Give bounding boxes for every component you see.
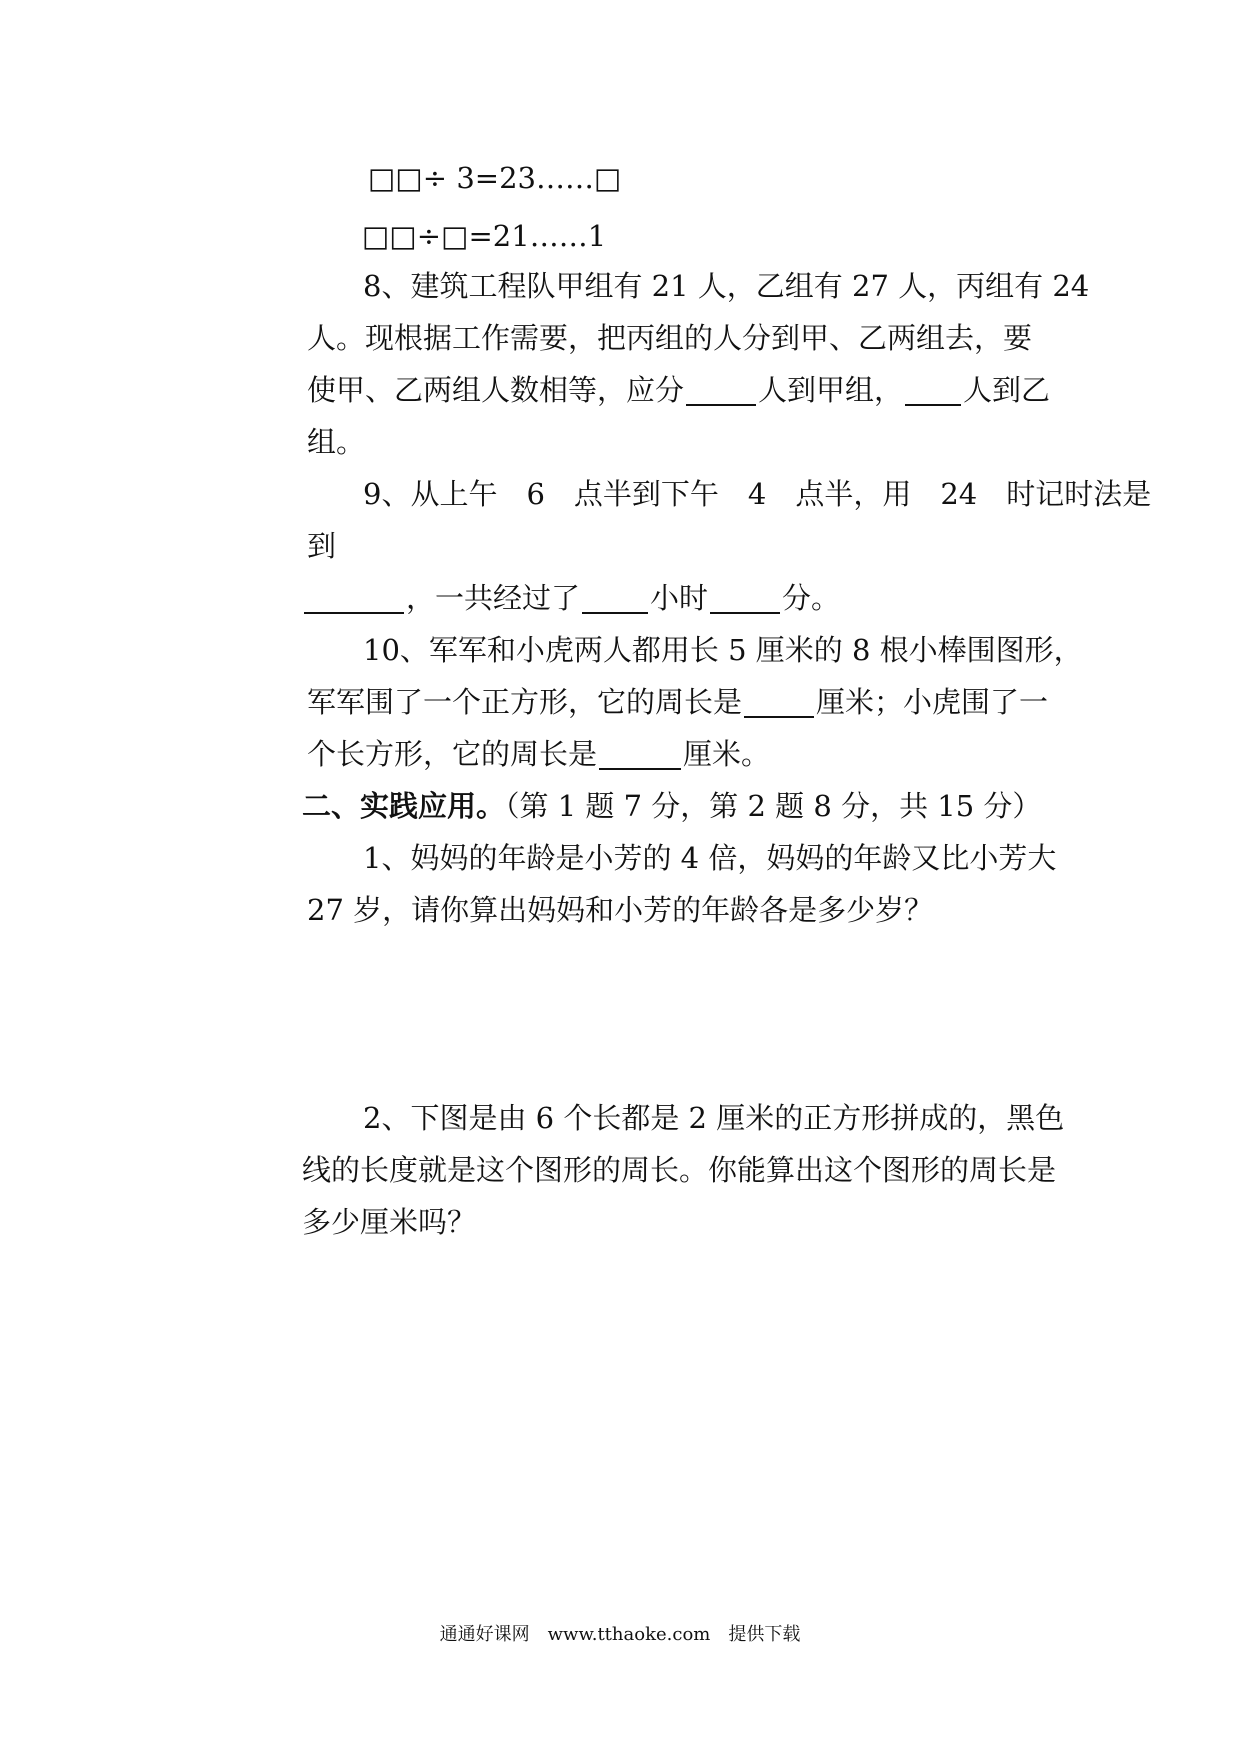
question-9-text-c: 分。 <box>782 581 841 615</box>
question-10-line-3 <box>307 734 770 774</box>
answer-blank-q8-group-a[interactable] <box>686 374 756 406</box>
section-2-q1-line-2: 27 岁，请你算出妈妈和小芳的年龄各是多少岁？ <box>307 893 934 927</box>
section-2-heading-line <box>302 786 1041 826</box>
equation-1: □□÷ 3=23……□ <box>368 161 622 195</box>
question-10-text-a: 军军围了一个正方形，它的周长是 <box>307 685 743 719</box>
section-2-q2-line-3: 多少厘米吗？ <box>302 1205 477 1239</box>
answer-blank-q8-group-b[interactable] <box>905 374 961 406</box>
answer-blank-q10-square[interactable] <box>744 686 814 718</box>
question-9-line-3 <box>302 578 840 618</box>
question-9-text-a: ，一共经过了 <box>406 581 581 615</box>
question-8-line-4: 组。 <box>307 425 366 459</box>
question-8-line-2: 人。现根据工作需要，把丙组的人分到甲、乙两组去，要 <box>307 321 1033 355</box>
question-10-text-d: 厘米。 <box>683 737 771 771</box>
section-2-q1-line-1: 1、妈妈的年龄是小芳的 4 倍，妈妈的年龄又比小芳大 <box>363 841 1057 875</box>
answer-blank-q9-time[interactable] <box>304 582 404 614</box>
question-9-line-1: 9、从上午 6 点半到下午 4 点半，用 24 时记时法是 <box>363 477 1152 511</box>
question-8-text-c: 人到乙 <box>963 373 1051 407</box>
question-8-text-b: 人到甲组， <box>758 373 904 407</box>
answer-blank-q10-rectangle[interactable] <box>599 738 681 770</box>
question-9-line-2: 到 <box>307 529 337 563</box>
question-9-text-b: 小时 <box>650 581 709 615</box>
answer-blank-q9-minutes[interactable] <box>710 582 780 614</box>
section-2-scoring: （第 1 题 7 分，第 2 题 8 分，共 15 分） <box>505 789 1042 823</box>
question-10-line-1: 10、军军和小虎两人都用长 5 厘米的 8 根小棒围图形， <box>363 633 1083 667</box>
section-2-q2-line-1: 2、下图是由 6 个长都是 2 厘米的正方形拼成的，黑色 <box>363 1101 1065 1135</box>
footer-source: 通通好课网 www.tthaoke.com 提供下载 <box>439 1624 801 1645</box>
section-2-q2-line-2: 线的长度就是这个图形的周长。你能算出这个图形的周长是 <box>302 1153 1057 1187</box>
question-10-text-c: 个长方形，它的周长是 <box>307 737 598 771</box>
answer-blank-q9-hours[interactable] <box>582 582 648 614</box>
question-8-line-3 <box>307 370 1050 410</box>
question-8-line-1: 8、建筑工程队甲组有 21 人，乙组有 27 人，丙组有 24 <box>363 269 1090 303</box>
question-10-line-2 <box>307 682 1048 722</box>
question-8-text-a: 使甲、乙两组人数相等，应分 <box>307 373 685 407</box>
question-10-text-b: 厘米；小虎围了一 <box>816 685 1049 719</box>
section-2-heading: 二、实践应用。 <box>302 789 506 823</box>
equation-2: □□÷□=21……1 <box>362 219 607 253</box>
